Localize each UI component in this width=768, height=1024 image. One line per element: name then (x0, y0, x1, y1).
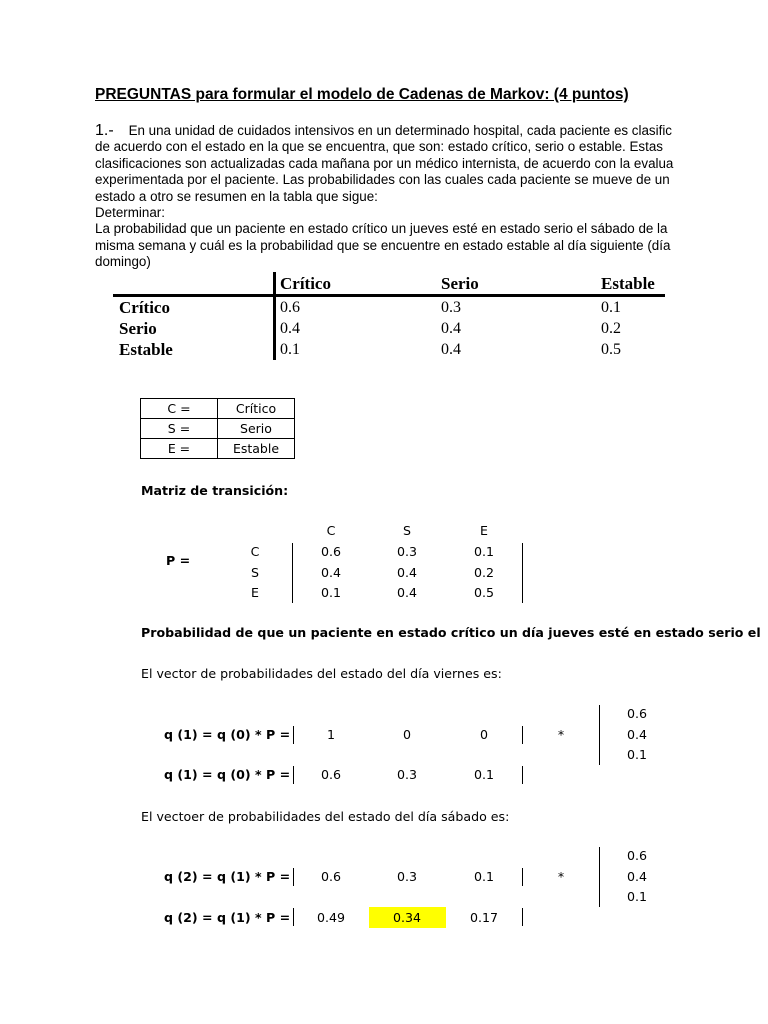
matrix-cell: 0.2 (473, 565, 495, 580)
vector-bracket-left (293, 726, 294, 744)
problem-line: misma semana y cuál es la probabilidad que se encuentre en estado estable al día siguiente (día (95, 237, 671, 253)
matrix-cell: 0.1 (473, 544, 495, 559)
table-cell: 0.1 (280, 341, 300, 358)
column-value: 0.1 (626, 889, 648, 904)
problem-line: La probabilidad que un paciente en estado crítico un jueves esté en estado serio el sábado de la (95, 221, 668, 237)
table-col-header: Serio (441, 274, 479, 293)
result-value: 0.3 (396, 767, 418, 782)
matrix-cell: 0.3 (396, 544, 418, 559)
result-bracket-right (522, 908, 523, 926)
matrix-bracket-right (522, 543, 523, 603)
matrix-cell: 0.6 (320, 544, 342, 559)
result-bracket-left (293, 766, 294, 784)
result-value: 0.17 (469, 910, 499, 925)
matrix-col-header: S (403, 523, 411, 538)
table-cell: 0.5 (601, 341, 621, 358)
column-value: 0.1 (626, 747, 648, 762)
table-col-header: Estable (601, 274, 655, 293)
table-row-header: Crítico (119, 298, 170, 317)
problem-line: clasificaciones son actualizadas cada mañana por un médico internista, de acuerdo con la evalua (95, 155, 674, 171)
problem-line: Determinar: (95, 205, 165, 221)
matrix-cell: 0.4 (396, 585, 418, 600)
table-cell: 0.4 (441, 320, 461, 337)
result-value: 0.6 (320, 767, 342, 782)
legend-name: Serio (218, 419, 295, 439)
table-cell: 0.4 (280, 320, 300, 337)
vector-value: 0.1 (473, 869, 495, 884)
problem-number: 1.- (95, 122, 114, 139)
matrix-label: P = (166, 553, 191, 568)
table-horizontal-rule (113, 294, 665, 297)
legend-code: E = (141, 439, 218, 459)
matrix-heading: Matriz de transición: (141, 483, 289, 498)
table-row-header: Estable (119, 340, 173, 359)
friday-caption: El vector de probabilidades del estado del día viernes es: (141, 666, 502, 681)
matrix-cell: 0.5 (473, 585, 495, 600)
table-row (141, 399, 295, 419)
page-title: PREGUNTAS para formular el modelo de Cadenas de Markov: (4 puntos) (95, 86, 629, 103)
matrix-cell: 0.1 (320, 585, 342, 600)
column-value: 0.4 (626, 869, 648, 884)
equation-label: q (1) = q (0) * P = (164, 727, 291, 742)
column-bracket-left (599, 705, 600, 765)
vector-value: 0 (479, 727, 489, 742)
vector-value: 0.3 (396, 869, 418, 884)
matrix-cell: 0.4 (320, 565, 342, 580)
table-row-header: Serio (119, 319, 157, 338)
legend-name: Crítico (218, 399, 295, 419)
problem-statement (95, 123, 678, 271)
table-cell: 0.4 (441, 341, 461, 358)
result-value: 0.1 (473, 767, 495, 782)
result-value: 0.49 (316, 910, 346, 925)
table-cell: 0.1 (601, 299, 621, 316)
column-value: 0.4 (626, 727, 648, 742)
matrix-row-header: S (251, 565, 259, 580)
matrix-row-header: C (250, 544, 260, 559)
vector-bracket-left (293, 868, 294, 886)
result-bracket-right (522, 766, 523, 784)
result-bracket-left (293, 908, 294, 926)
vector-value: 1 (326, 727, 336, 742)
result-value-highlighted: 0.34 (392, 910, 422, 925)
table-cell: 0.6 (280, 299, 300, 316)
question-text: Probabilidad de que un paciente en estado crítico un día jueves esté en estado serio el (141, 625, 761, 640)
result-label: q (1) = q (0) * P = (164, 767, 291, 782)
saturday-caption: El vectoer de probabilidades del estado del día sábado es: (141, 809, 510, 824)
equation-label: q (2) = q (1) * P = (164, 869, 291, 884)
result-label: q (2) = q (1) * P = (164, 910, 291, 925)
problem-line: domingo) (95, 254, 151, 270)
state-legend-table (140, 398, 295, 459)
problem-line-1: 1.- En una unidad de cuidados intensivos en un determinado hospital, cada paciente es clasific (95, 122, 672, 139)
matrix-col-header: E (480, 523, 488, 538)
table-col-header: Crítico (280, 274, 331, 293)
matrix-cell: 0.4 (396, 565, 418, 580)
column-value: 0.6 (626, 848, 648, 863)
column-value: 0.6 (626, 706, 648, 721)
vector-bracket-right (522, 726, 523, 744)
multiply-sign: * (557, 727, 565, 742)
column-bracket-left (599, 847, 600, 907)
legend-code: S = (141, 419, 218, 439)
table-row (141, 419, 295, 439)
problem-line: estado a otro se resumen en la tabla que sigue: (95, 188, 378, 204)
vector-bracket-right (522, 868, 523, 886)
matrix-row-header: E (251, 585, 259, 600)
matrix-col-header: C (326, 523, 336, 538)
multiply-sign: * (557, 869, 565, 884)
vector-value: 0 (402, 727, 412, 742)
vector-value: 0.6 (320, 869, 342, 884)
legend-name: Estable (218, 439, 295, 459)
legend-code: C = (141, 399, 218, 419)
table-vertical-rule (273, 272, 276, 360)
matrix-bracket-left (292, 543, 293, 603)
table-cell: 0.3 (441, 299, 461, 316)
table-cell: 0.2 (601, 320, 621, 337)
problem-line: de acuerdo con el estado en la que se encuentra, que son: estado crítico, serio o estable. Estas (95, 139, 663, 155)
problem-line: experimentada por el paciente. Las probabilidades con las cuales cada paciente se mueve de un (95, 172, 670, 188)
table-row (141, 439, 295, 459)
